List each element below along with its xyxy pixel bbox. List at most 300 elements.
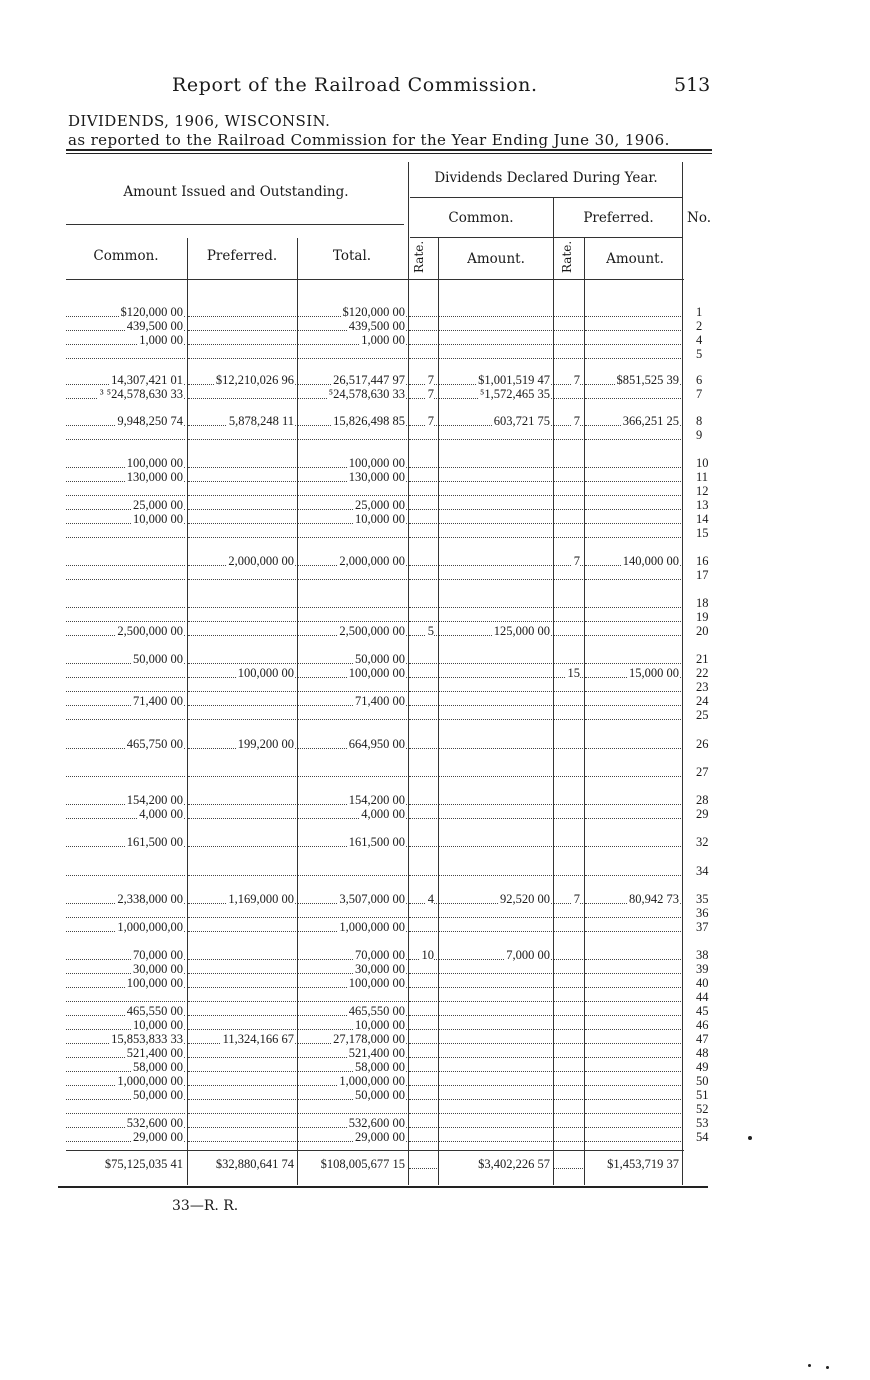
cell-common-value: 10,000 00 [133, 1018, 183, 1032]
cell-rate-preferred [554, 765, 583, 779]
table-row [66, 1032, 716, 1046]
cell-preferred [188, 906, 296, 920]
cell-common [66, 526, 185, 540]
cell-rate-common [409, 1046, 437, 1060]
cell-total-value: 1,000 00 [361, 333, 405, 347]
cell-rate-preferred [554, 526, 583, 540]
cell-amount-common [439, 793, 552, 807]
cell-common-value: 154,200 00 [126, 793, 183, 807]
cell-rate-common [409, 962, 437, 976]
cell-common [66, 680, 185, 694]
cell-total [298, 807, 407, 821]
cell-amount-common [439, 1032, 552, 1046]
cell-total-value: 100,000 00 [348, 976, 405, 990]
cell-amount-common [439, 456, 552, 470]
cell-total [298, 765, 407, 779]
cell-preferred [188, 708, 296, 722]
cell-line-number: 49 [696, 1060, 709, 1074]
cell-amount-preferred [585, 962, 681, 976]
cell-rate-preferred [554, 319, 583, 333]
cell-preferred [188, 1130, 296, 1144]
cell-preferred [188, 568, 296, 582]
cell-line-number: 24 [696, 694, 709, 708]
cell-rate-common [409, 484, 437, 498]
cell-amount-common-value: 92,520 00 [500, 892, 550, 906]
cell-rate-preferred [554, 708, 583, 722]
header-col-rate-preferred: Rate. [560, 240, 574, 273]
cell-rate-common-value: 5 [427, 624, 434, 638]
cell-total-value: 1,000,000 00 [339, 1074, 405, 1088]
cell-total-value: 2,000,000 00 [339, 554, 405, 568]
cell-rate-preferred [554, 1032, 583, 1046]
cell-amount-common [439, 906, 552, 920]
cell-rate-preferred [554, 484, 583, 498]
table-row [66, 737, 716, 751]
cell-amount-preferred [585, 1004, 681, 1018]
cell-amount-common [439, 470, 552, 484]
cell-total [298, 1046, 407, 1060]
cell-amount-common-value: 125,000 00 [493, 624, 550, 638]
cell-common-value: 130,000 00 [126, 470, 183, 484]
cell-preferred [188, 456, 296, 470]
cell-line-number: 32 [696, 835, 709, 849]
total-amount-preferred: $1,453,719 37 [607, 1157, 679, 1171]
cell-line-number: 35 [696, 892, 709, 906]
table-row [66, 948, 716, 962]
cell-rate-common [409, 305, 437, 319]
cell-rate-common [409, 526, 437, 540]
table-row [66, 347, 716, 361]
cell-rate-common [409, 456, 437, 470]
cell-rate-preferred [554, 456, 583, 470]
cell-amount-preferred [585, 1102, 681, 1116]
cell-rate-common [409, 1102, 437, 1116]
ink-speck [808, 1364, 811, 1367]
cell-rate-preferred-value: 7 [573, 414, 580, 428]
cell-preferred [188, 1102, 296, 1116]
cell-line-number: 38 [696, 948, 709, 962]
cell-amount-common [439, 305, 552, 319]
cell-amount-common [439, 596, 552, 610]
cell-line-number: 13 [696, 498, 709, 512]
cell-preferred [188, 1046, 296, 1060]
cell-amount-common-value: $1,001,519 47 [478, 373, 550, 387]
cell-line-number: 46 [696, 1018, 709, 1032]
cell-preferred [188, 807, 296, 821]
cell-line-number: 10 [696, 456, 709, 470]
cell-common [66, 498, 185, 512]
cell-amount-preferred [585, 652, 681, 666]
cell-common [66, 305, 185, 319]
cell-total [298, 793, 407, 807]
cell-amount-preferred [585, 305, 681, 319]
cell-amount-preferred-value: $851,525 39 [616, 373, 679, 387]
cell-rate-common [409, 373, 437, 387]
cell-amount-common [439, 428, 552, 442]
cell-common [66, 624, 185, 638]
cell-common-value: 1,000,000 00 [117, 1074, 183, 1088]
table-row [66, 807, 716, 821]
cell-amount-common [439, 990, 552, 1004]
section-subtitle: as reported to the Railroad Commission for the Year Ending June 30, 1906. [68, 131, 670, 149]
table-row [66, 1116, 716, 1130]
cell-rate-common [409, 652, 437, 666]
cell-amount-preferred [585, 512, 681, 526]
cell-preferred-value: 11,324,166 67 [222, 1032, 294, 1046]
table-row [66, 864, 716, 878]
cell-amount-preferred [585, 948, 681, 962]
ink-speck [826, 1366, 829, 1369]
cell-common [66, 1060, 185, 1074]
cell-total [298, 1102, 407, 1116]
cell-rate-common [409, 864, 437, 878]
cell-total [298, 387, 407, 401]
cell-common-value: 1,000 00 [139, 333, 183, 347]
cell-common-value: 2,500,000 00 [117, 624, 183, 638]
cell-common-value: 71,400 00 [133, 694, 183, 708]
cell-rate-common [409, 1116, 437, 1130]
cell-rate-preferred [554, 305, 583, 319]
cell-total [298, 373, 407, 387]
cell-total [298, 512, 407, 526]
cell-rate-common [409, 568, 437, 582]
cell-rate-preferred [554, 498, 583, 512]
table-row [66, 1074, 716, 1088]
cell-rate-preferred [554, 694, 583, 708]
cell-preferred [188, 694, 296, 708]
cell-line-number: 15 [696, 526, 709, 540]
cell-line-number: 18 [696, 596, 709, 610]
cell-amount-preferred [585, 373, 681, 387]
cell-amount-preferred [585, 976, 681, 990]
cell-rate-preferred [554, 666, 583, 680]
cell-preferred [188, 1074, 296, 1088]
cell-total-value: 439,500 00 [348, 319, 405, 333]
cell-amount-preferred [585, 1032, 681, 1046]
cell-rate-common [409, 428, 437, 442]
cell-amount-common [439, 373, 552, 387]
total-rate-preferred [554, 1157, 583, 1171]
table-row [66, 1060, 716, 1074]
cell-preferred [188, 1032, 296, 1046]
cell-rate-preferred [554, 962, 583, 976]
cell-rate-preferred [554, 807, 583, 821]
cell-total [298, 596, 407, 610]
total-preferred: $32,880,641 74 [215, 1157, 294, 1171]
cell-amount-preferred [585, 990, 681, 1004]
total-total: $108,005,677 15 [320, 1157, 405, 1171]
cell-rate-common [409, 1130, 437, 1144]
cell-preferred [188, 373, 296, 387]
cell-preferred [188, 526, 296, 540]
cell-common-value: 29,000 00 [133, 1130, 183, 1144]
cell-line-number: 39 [696, 962, 709, 976]
cell-common [66, 694, 185, 708]
cell-rate-preferred [554, 1102, 583, 1116]
table-row [66, 456, 716, 470]
cell-total-value: 465,550 00 [348, 1004, 405, 1018]
cell-preferred [188, 1116, 296, 1130]
cell-total-value: 100,000 00 [348, 456, 405, 470]
table-row [66, 835, 716, 849]
cell-preferred-value: 1,169,000 00 [228, 892, 294, 906]
cell-common-value: 25,000 00 [133, 498, 183, 512]
cell-line-number: 40 [696, 976, 709, 990]
cell-rate-common [409, 708, 437, 722]
cell-preferred [188, 319, 296, 333]
table-row [66, 708, 716, 722]
cell-amount-preferred [585, 568, 681, 582]
cell-common [66, 512, 185, 526]
cell-total-value: 154,200 00 [348, 793, 405, 807]
cell-amount-preferred [585, 387, 681, 401]
header-amount-issued: Amount Issued and Outstanding. [123, 184, 349, 200]
cell-amount-common [439, 1102, 552, 1116]
cell-amount-common [439, 892, 552, 906]
cell-amount-common [439, 1088, 552, 1102]
cell-total [298, 666, 407, 680]
header-col-common: Common. [93, 248, 159, 264]
cell-line-number: 19 [696, 610, 709, 624]
cell-common [66, 373, 185, 387]
cell-line-number: 14 [696, 512, 709, 526]
cell-line-number: 20 [696, 624, 709, 638]
cell-rate-preferred [554, 864, 583, 878]
cell-common [66, 414, 185, 428]
cell-rate-preferred [554, 1046, 583, 1060]
table-row [66, 484, 716, 498]
cell-amount-preferred-value: 15,000 00 [629, 666, 679, 680]
cell-common [66, 920, 185, 934]
cell-line-number: 22 [696, 666, 709, 680]
cell-common-value: 15,853,833 33 [111, 1032, 183, 1046]
cell-total [298, 1116, 407, 1130]
header-divider [410, 197, 682, 198]
cell-preferred [188, 666, 296, 680]
cell-common-value: 2,338,000 00 [117, 892, 183, 906]
cell-preferred [188, 596, 296, 610]
cell-rate-preferred [554, 1060, 583, 1074]
cell-preferred [188, 1060, 296, 1074]
cell-rate-common [409, 906, 437, 920]
table-bottom-rule [58, 1186, 708, 1188]
cell-common-value: 1,000,000,00 [117, 920, 183, 934]
cell-total [298, 1032, 407, 1046]
cell-rate-preferred [554, 554, 583, 568]
cell-total [298, 708, 407, 722]
table-row [66, 305, 716, 319]
cell-preferred [188, 920, 296, 934]
cell-amount-common [439, 765, 552, 779]
cell-amount-preferred [585, 864, 681, 878]
cell-total [298, 948, 407, 962]
cell-amount-preferred [585, 610, 681, 624]
cell-preferred-value: 199,200 00 [237, 737, 294, 751]
cell-rate-common [409, 414, 437, 428]
cell-amount-common [439, 1074, 552, 1088]
cell-amount-preferred [585, 456, 681, 470]
cell-amount-common [439, 962, 552, 976]
header-col-total: Total. [332, 248, 372, 264]
cell-rate-preferred [554, 1004, 583, 1018]
table-row [66, 990, 716, 1004]
cell-common-value: 9,948,250 74 [117, 414, 183, 428]
table-row [66, 652, 716, 666]
cell-total-value: 10,000 00 [355, 512, 405, 526]
cell-preferred-value: 5,878,248 11 [228, 414, 294, 428]
cell-rate-preferred [554, 387, 583, 401]
cell-amount-preferred [585, 428, 681, 442]
cell-amount-preferred [585, 1116, 681, 1130]
cell-common [66, 1018, 185, 1032]
cell-total-value: 664,950 00 [348, 737, 405, 751]
cell-total-value: 29,000 00 [355, 1130, 405, 1144]
cell-preferred [188, 680, 296, 694]
cell-common-value: 465,750 00 [126, 737, 183, 751]
cell-rate-common-value: 7 [427, 373, 434, 387]
cell-rate-preferred [554, 990, 583, 1004]
cell-common [66, 666, 185, 680]
cell-common [66, 1074, 185, 1088]
cell-total-value: 521,400 00 [348, 1046, 405, 1060]
cell-rate-preferred [554, 347, 583, 361]
cell-rate-preferred [554, 373, 583, 387]
cell-total-value: 2,500,000 00 [339, 624, 405, 638]
cell-preferred [188, 333, 296, 347]
table-row [66, 554, 716, 568]
cell-common [66, 962, 185, 976]
cell-line-number: 51 [696, 1088, 709, 1102]
cell-amount-preferred [585, 1018, 681, 1032]
page-footer-signature: 33—R. R. [172, 1198, 239, 1214]
cell-common-value: 439,500 00 [126, 319, 183, 333]
cell-common-value: 100,000 00 [126, 976, 183, 990]
cell-total [298, 1088, 407, 1102]
cell-total [298, 319, 407, 333]
cell-preferred [188, 428, 296, 442]
cell-rate-preferred [554, 906, 583, 920]
cell-rate-preferred [554, 680, 583, 694]
cell-line-number: 26 [696, 737, 709, 751]
cell-common [66, 864, 185, 878]
header-col-preferred: Preferred. [206, 248, 278, 264]
cell-line-number: 6 [696, 373, 703, 387]
cell-amount-common [439, 666, 552, 680]
totals-row [66, 1157, 716, 1171]
cell-amount-common [439, 1004, 552, 1018]
cell-amount-preferred [585, 765, 681, 779]
cell-amount-preferred [585, 319, 681, 333]
cell-rate-common [409, 333, 437, 347]
table-row [66, 1102, 716, 1116]
cell-rate-preferred [554, 948, 583, 962]
header-rule-top [66, 149, 712, 151]
cell-total [298, 864, 407, 878]
cell-preferred [188, 498, 296, 512]
cell-preferred [188, 976, 296, 990]
header-divider [66, 224, 404, 225]
header-col-amount-common: Amount. [467, 251, 525, 267]
cell-amount-preferred [585, 414, 681, 428]
cell-rate-common [409, 666, 437, 680]
cell-amount-preferred [585, 835, 681, 849]
cell-rate-preferred [554, 920, 583, 934]
cell-common [66, 387, 185, 401]
cell-amount-common [439, 624, 552, 638]
cell-common [66, 765, 185, 779]
cell-common-value: 30,000 00 [133, 962, 183, 976]
cell-common-value: 532,600 00 [126, 1116, 183, 1130]
cell-line-number: 7 [696, 387, 703, 401]
cell-line-number: 16 [696, 554, 709, 568]
cell-amount-common [439, 976, 552, 990]
cell-total [298, 652, 407, 666]
cell-rate-preferred [554, 1130, 583, 1144]
cell-rate-preferred [554, 976, 583, 990]
cell-rate-preferred [554, 624, 583, 638]
cell-preferred [188, 990, 296, 1004]
table-row [66, 624, 716, 638]
cell-line-number: 9 [696, 428, 703, 442]
cell-total [298, 737, 407, 751]
cell-total [298, 333, 407, 347]
cell-common [66, 976, 185, 990]
cell-total [298, 892, 407, 906]
cell-rate-common-value: 10 [421, 948, 434, 962]
header-dividend-common: Common. [448, 210, 514, 226]
cell-rate-preferred-value: 7 [573, 554, 580, 568]
cell-common [66, 470, 185, 484]
cell-rate-preferred [554, 1116, 583, 1130]
cell-amount-common [439, 387, 552, 401]
cell-preferred [188, 624, 296, 638]
cell-amount-common [439, 610, 552, 624]
cell-total-value: 15,826,498 85 [333, 414, 405, 428]
table-row [66, 414, 716, 428]
cell-amount-common [439, 652, 552, 666]
cell-rate-common [409, 347, 437, 361]
cell-total [298, 526, 407, 540]
cell-line-number: 4 [696, 333, 703, 347]
cell-common-value: 4,000 00 [139, 807, 183, 821]
cell-preferred [188, 948, 296, 962]
cell-line-number: 48 [696, 1046, 709, 1060]
cell-rate-common [409, 624, 437, 638]
cell-common-value: 70,000 00 [133, 948, 183, 962]
cell-line-number: 28 [696, 793, 709, 807]
cell-amount-preferred [585, 694, 681, 708]
cell-amount-preferred [585, 333, 681, 347]
cell-total [298, 990, 407, 1004]
cell-line-number: 12 [696, 484, 709, 498]
cell-amount-preferred [585, 347, 681, 361]
cell-amount-preferred [585, 1074, 681, 1088]
cell-line-number: 27 [696, 765, 709, 779]
table-row [66, 512, 716, 526]
cell-amount-preferred [585, 1060, 681, 1074]
cell-amount-preferred [585, 1088, 681, 1102]
cell-common-value: 14,307,421 01 [111, 373, 183, 387]
cell-common-value: ³ ⁵24,578,630 33 [99, 387, 183, 401]
cell-line-number: 29 [696, 807, 709, 821]
ink-speck [748, 1136, 752, 1140]
total-common: $75,125,035 41 [104, 1157, 183, 1171]
cell-preferred [188, 470, 296, 484]
cell-total [298, 1074, 407, 1088]
cell-amount-common [439, 737, 552, 751]
cell-total [298, 610, 407, 624]
cell-amount-preferred [585, 596, 681, 610]
